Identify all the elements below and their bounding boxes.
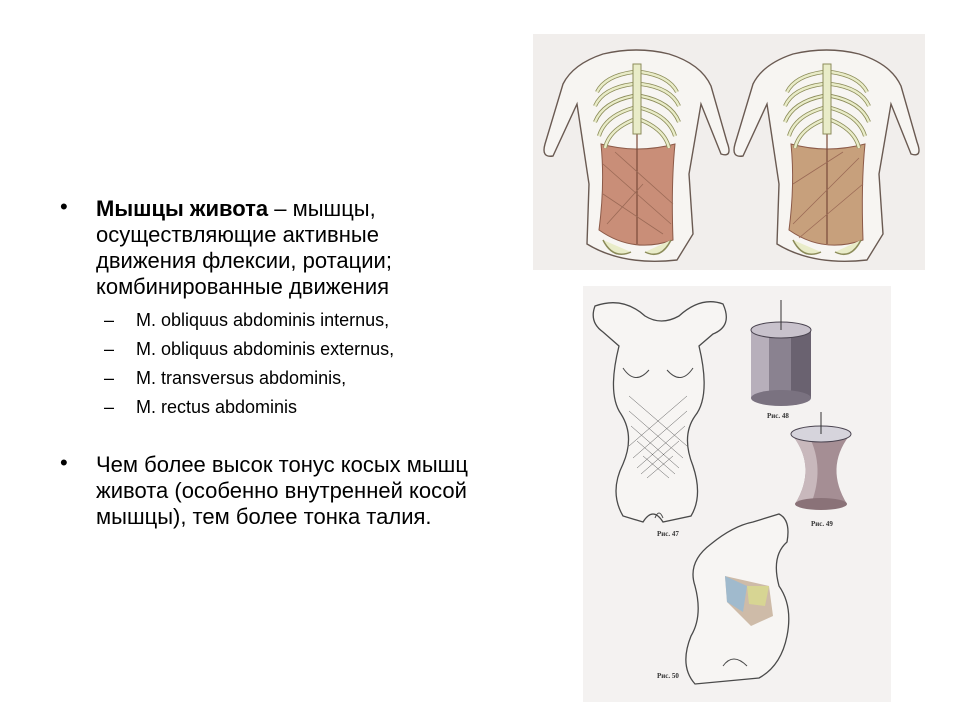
dash-icon: –: [104, 339, 115, 359]
bullet-list: [60, 196, 480, 530]
term-abdominal-muscles: Мышцы живота: [96, 196, 269, 221]
dash-icon: –: [104, 310, 115, 330]
muscle-item: [100, 335, 480, 364]
torso-muscles-svg: [533, 34, 925, 270]
caption-fig-47: Рис. 47: [657, 530, 679, 538]
torso-muscles-illustration: [533, 34, 925, 270]
bullet-waist: [60, 452, 480, 530]
muscle-name: M. rectus abdominis: [136, 397, 298, 417]
muscle-item: [100, 364, 480, 393]
waist-text: Чем более высок тонус косых мышц живота (особенно внутренней косой мышцы), тем более тонка талия.: [96, 452, 468, 529]
muscle-name: M. obliquus abdominis internus,: [136, 310, 390, 330]
caption-fig-48: Рис. 48: [767, 412, 789, 420]
definition-text: – мышцы, осуществляющие активные движения флексии, ротации; комбинированные движения: [96, 196, 392, 299]
hourglass-shape: [791, 412, 851, 528]
torso-left: [544, 50, 729, 261]
waist-svg: [583, 286, 891, 702]
caption-fig-49: Рис. 49: [811, 520, 833, 528]
muscle-name: M. obliquus abdominis externus,: [136, 339, 395, 359]
waist-illustration: [583, 286, 891, 702]
dash-icon: –: [104, 397, 115, 417]
muscle-list: [100, 306, 480, 422]
cylinder-shape: [751, 300, 811, 420]
bullet-dot-icon: •: [60, 450, 68, 475]
muscle-name: M. transversus abdominis,: [136, 368, 347, 388]
dash-icon: –: [104, 368, 115, 388]
female-torso-turn: [657, 514, 789, 684]
caption-fig-50: Рис. 50: [657, 672, 679, 680]
bullet-abdominal-muscles: [60, 196, 480, 422]
muscle-item: [100, 306, 480, 335]
bullet-dot-icon: •: [60, 194, 68, 219]
torso-right: [734, 50, 919, 261]
female-torso-front: [593, 302, 726, 538]
muscle-item: [100, 393, 480, 422]
